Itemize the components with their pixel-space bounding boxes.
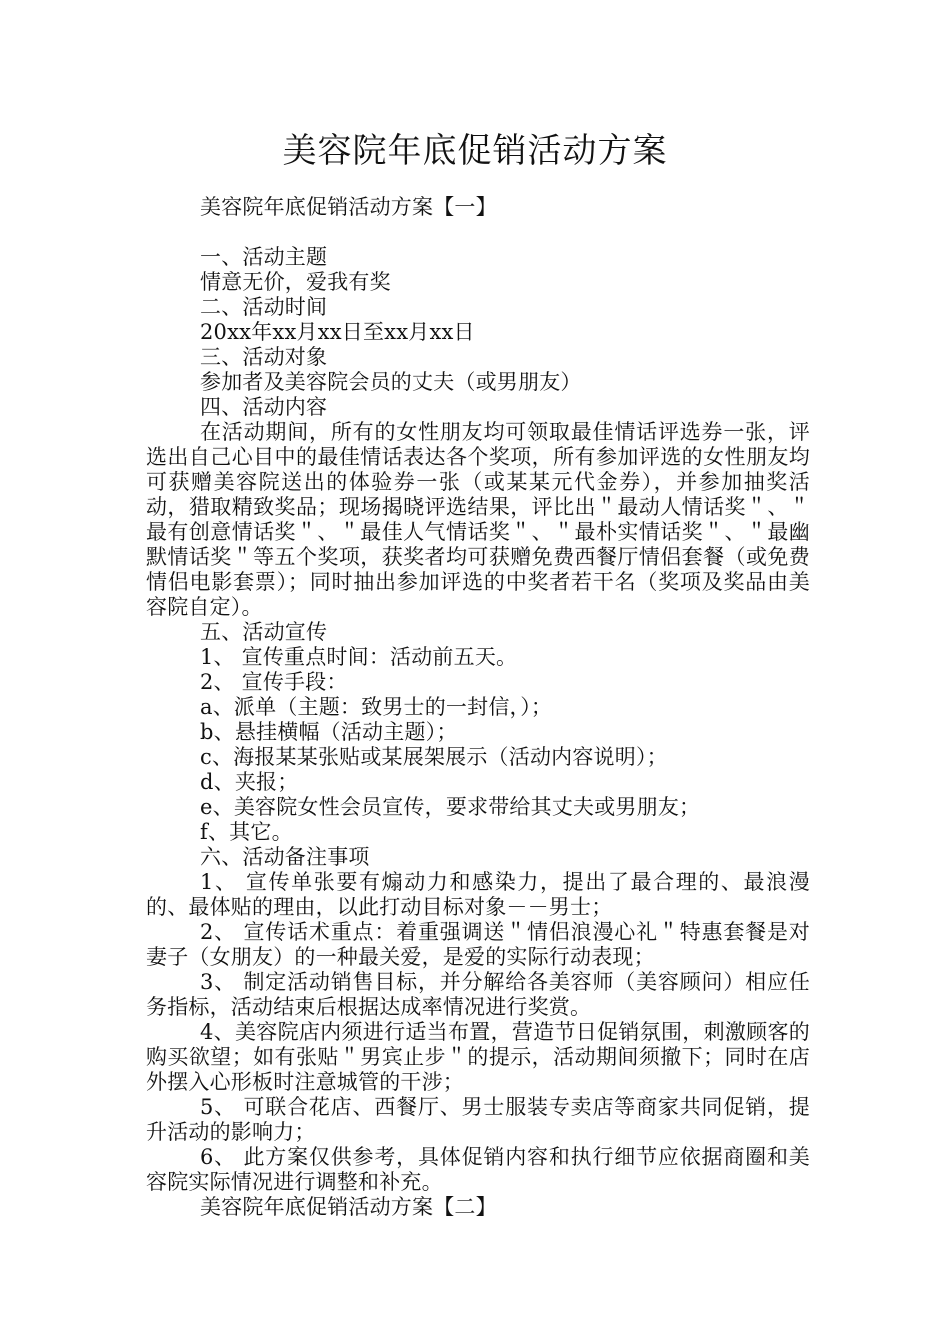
section-6-note-3: 3、 制定活动销售目标，并分解给各美容师（美容顾问）相应任务指标，活动结束后根据达成率情况进行奖赏。 <box>146 970 810 1019</box>
section-5-item-d: d、夹报； <box>200 770 299 794</box>
section-6-heading: 六、活动备注事项 <box>200 845 370 869</box>
blank-line <box>146 220 810 245</box>
section-5-heading: 五、活动宣传 <box>200 620 328 644</box>
section-3-heading: 三、活动对象 <box>200 345 328 369</box>
section-6-note-4: 4、美容院店内须进行适当布置，营造节日促销氛围，刺激顾客的购买欲望；如有张贴＂男宾止步＂的提示，活动期间须撤下；同时在店外摆入心形板时注意城管的干涉； <box>146 1020 810 1094</box>
section-1-text: 情意无价，爱我有奖 <box>200 270 391 294</box>
section-5-item-f: f、其它。 <box>200 820 293 844</box>
section-5-item-2: 2、 宣传手段： <box>200 670 348 694</box>
section-4-paragraph: 在活动期间，所有的女性朋友均可领取最佳情话评选券一张，评选出自己心目中的最佳情话表达各个奖项，所有参加评选的女性朋友均可获赠美容院送出的体验券一张（或某某元代金券），并参加抽奖活动，猎取精致奖品；现场揭晓评选结果，评比出＂最动人情话奖＂、＂最有创意情话奖＂、＂最佳人气情话奖＂、＂最朴实情话奖＂、＂最幽默情话奖＂等五个奖项，获奖者均可获赠免费西餐厅情侣套餐（或免费情侣电影套票）；同时抽出参加评选的中奖者若干名（奖项及奖品由美容院自定）。 <box>146 420 810 619</box>
document-title: 美容院年底促销活动方案 <box>282 131 668 171</box>
section-5-item-1: 1、 宣传重点时间：活动前五天。 <box>200 645 518 669</box>
section-6-note-6: 6、 此方案仅供参考，具体促销内容和执行细节应依据商圈和美容院实际情况进行调整和补充。 <box>146 1145 810 1194</box>
section-5-item-e: e、美容院女性会员宣传，要求带给其丈夫或男朋友； <box>200 795 701 819</box>
plan-subtitle-2: 美容院年底促销活动方案【二】 <box>200 1195 497 1219</box>
section-2-heading: 二、活动时间 <box>200 295 328 319</box>
section-1-heading: 一、活动主题 <box>200 245 328 269</box>
section-6-note-1: 1、 宣传单张要有煽动力和感染力，提出了最合理的、最浪漫的、最体贴的理由，以此打动目标对象－－男士； <box>146 870 810 919</box>
section-5-item-c: c、海报某某张贴或某展架展示（活动内容说明）； <box>200 745 668 769</box>
document-body <box>146 195 810 1220</box>
section-2-text: 20xx年xx月xx日至xx月xx日 <box>200 320 475 344</box>
section-5-item-a: a、派单（主题：致男士的一封信，）； <box>200 695 553 719</box>
section-5-item-b: b、悬挂横幅（活动主题）； <box>200 720 458 744</box>
section-4-heading: 四、活动内容 <box>200 395 328 419</box>
section-6-note-2: 2、 宣传话术重点：着重强调送＂情侣浪漫心礼＂特惠套餐是对妻子（女朋友）的一种最关爱，是爱的实际行动表现； <box>146 920 810 969</box>
plan-subtitle-1: 美容院年底促销活动方案【一】 <box>200 195 497 219</box>
section-6-note-5: 5、 可联合花店、西餐厅、男士服装专卖店等商家共同促销，提升活动的影响力； <box>146 1095 810 1144</box>
section-3-text: 参加者及美容院会员的丈夫（或男朋友） <box>200 370 582 394</box>
